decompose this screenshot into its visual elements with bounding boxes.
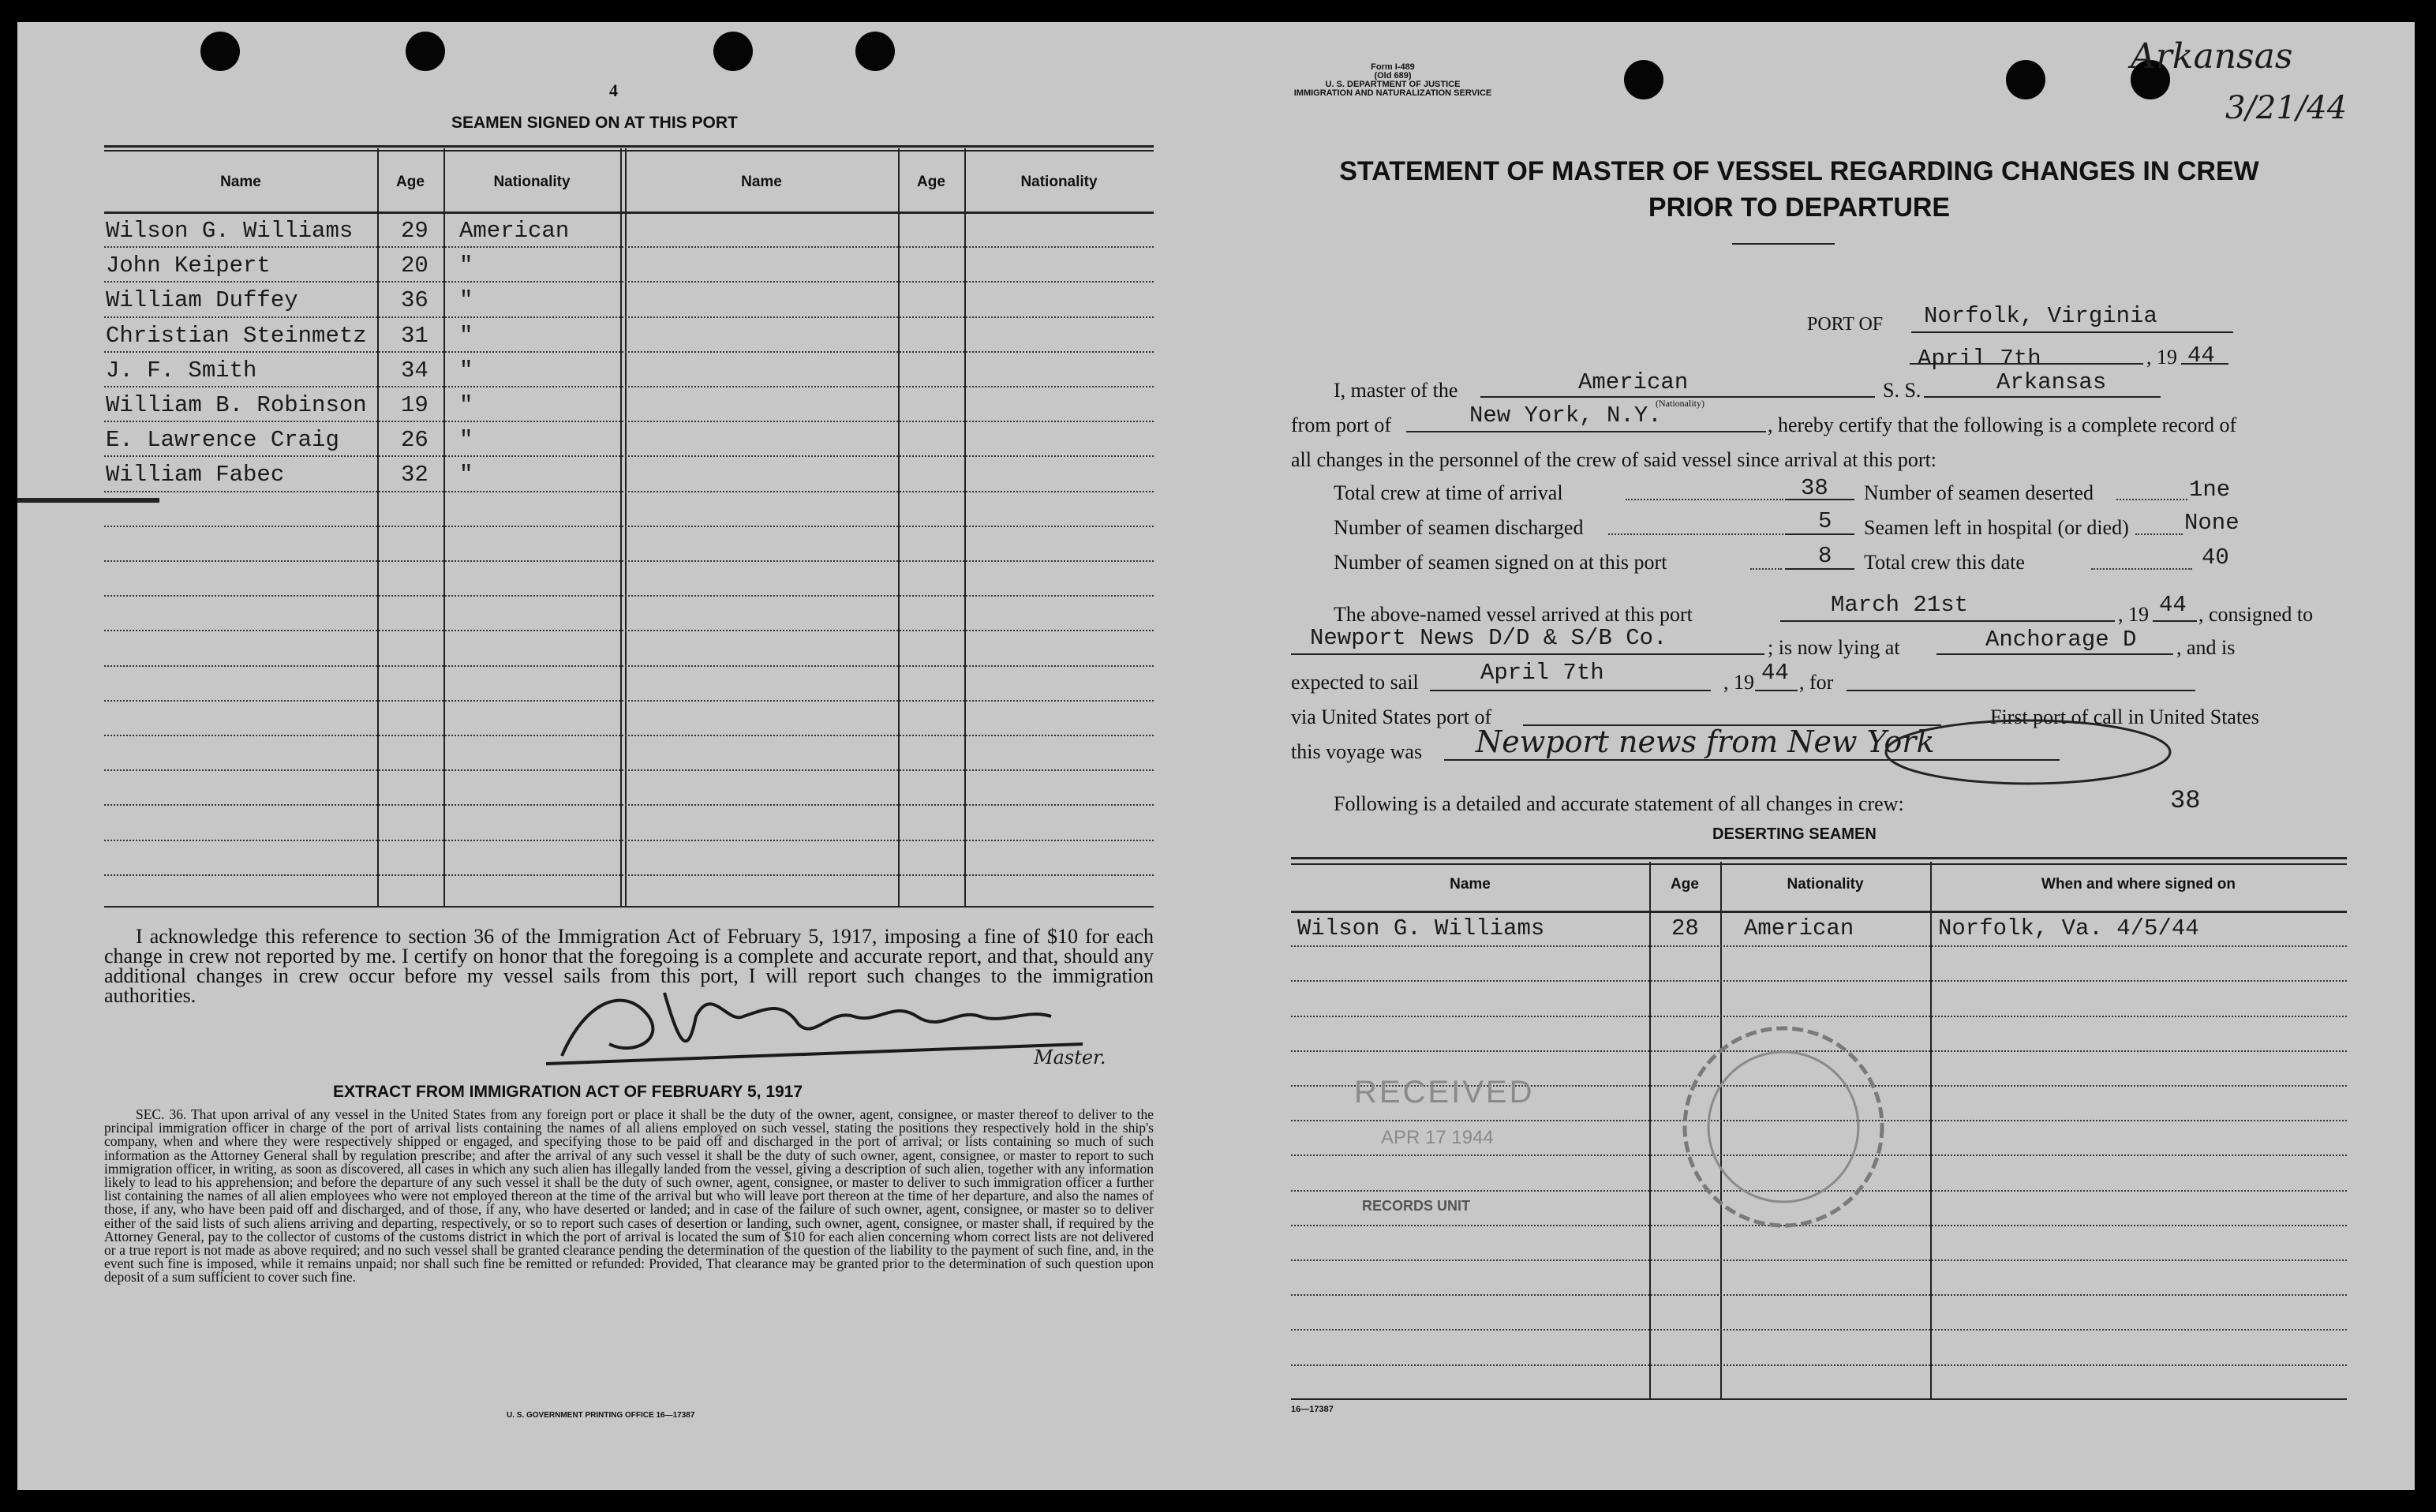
via-label: via United States port of — [1291, 705, 1492, 728]
form-old: (Old 689) — [1374, 71, 1412, 80]
table-cell-name: J. F. Smith — [106, 357, 257, 384]
table-cell-name: William B. Robinson — [106, 392, 367, 418]
year-prefix: , 19 — [2146, 346, 2177, 369]
lying-label: ; is now lying at — [1768, 636, 1900, 659]
stat-deserted-label: Number of seamen deserted — [1864, 481, 2094, 504]
table-cell-age: 26 — [401, 427, 428, 453]
margin-mark — [17, 498, 159, 503]
following-label: Following is a detailed and accurate statement of all changes in crew: — [1334, 792, 1904, 815]
arrived-label: The above-named vessel arrived at this port — [1334, 603, 1693, 626]
and-is-label: , and is — [2176, 636, 2236, 659]
printing-office: U. S. GOVERNMENT PRINTING OFFICE 16—17387 — [507, 1411, 695, 1420]
lying-value: Anchorage D — [1985, 627, 2137, 653]
stamp-date: APR 17 1944 — [1381, 1127, 1494, 1148]
circular-stamp — [1657, 1009, 1910, 1245]
table-cell-nationality: " — [459, 253, 473, 279]
expected-label: expected to sail — [1291, 671, 1419, 694]
stat-deserted-value: 1ne — [2189, 477, 2231, 503]
column-header: When and where signed on — [2041, 876, 2236, 893]
extract-title: EXTRACT FROM IMMIGRATION ACT OF FEBRUARY 5, 1917 — [333, 1083, 803, 1101]
punch-hole — [855, 32, 895, 71]
department: U. S. DEPARTMENT OF JUSTICE — [1325, 80, 1461, 89]
master-of-label: I, master of the — [1334, 379, 1458, 402]
form-subtitle: PRIOR TO DEPARTURE — [1648, 193, 1951, 223]
stat-hospital-label: Seamen left in hospital (or died) — [1864, 516, 2129, 539]
nationality-value: American — [1578, 369, 1689, 395]
deserter-age: 28 — [1671, 915, 1699, 941]
table-cell-nationality: " — [459, 392, 473, 418]
column-header: Nationality — [1787, 876, 1864, 893]
certify-text: , hereby certify that the following is a complete record of — [1768, 414, 2237, 436]
service: IMMIGRATION AND NATURALIZATION SERVICE — [1293, 88, 1492, 98]
voyage-label: this voyage was — [1291, 740, 1423, 763]
table-cell-nationality: " — [459, 427, 473, 453]
column-header: Name — [220, 174, 261, 190]
extract-text: SEC. 36. That upon arrival of any vessel in the United States from any foreign port or place it shall be the duty of the owner, agent, consignee, or master thereof to deliver to the principal immigration officer in charge of the port of arrival lists containing the names of all aliens employed on such vessel, stating the positions they respectively hold in the ship's company, when and where they were respectively shipped or engaged, and specifying those to be paid off and discharged in the port of arrival; or lists containing so much of such information as the Attorney General shall by regulation prescribe; and after the arrival of any such vessel it shall be the duty of such owner, agent, consignee, or master to report to such immigration officer, in writing, as soon as discovered, all cases in which any such alien has illegally landed from the vessel, giving a description of such alien, together with any information likely to lead to his apprehension; and before the departure of any such vessel it shall be the duty of such owner, agent, consignee, or master to deliver to such immigration officer a further list containing the names of all alien employees who were not employed thereon at the time of the arrival but who will leave port thereon at the time of her departure, and also the names of those, if any, who have been paid off and discharged, and of those, if any, who have deserted or landed; and in case of the failure of such owner, agent, consignee, or master so to deliver either of the said lists of such aliens arriving and departing, respectively, or so to report such cases of desertion or landing, such owner, agent, consignee, or master shall, if required by the Attorney General, pay to the collector of customs of the customs district in which the port of arrival is located the sum of $10 for each alien concerning whom correct lists are not delivered or a true report is not made as above required; and no such vessel shall be granted clearance pending the determination of the question of the liability to the payment of such fine, and, in the event such fine is imposed, while it remains unpaid; nor shall such fine be remitted or refunded: Provided, That clearance may be granted prior to the determination of such question upon deposit of a sum sufficient to cover such fine. — [104, 1106, 1154, 1286]
table-cell-name: Christian Steinmetz — [106, 323, 367, 349]
port-value: Norfolk, Virginia — [1924, 303, 2157, 329]
arrived-value: March 21st — [1831, 592, 1969, 618]
punch-hole — [406, 32, 445, 71]
right-page — [1199, 22, 2415, 1490]
punch-hole — [200, 32, 240, 71]
stat-signed-value: 8 — [1818, 543, 1832, 569]
following-value: 38 — [2170, 786, 2201, 815]
table-cell-age: 29 — [401, 218, 428, 244]
table-cell-name: E. Lawrence Craig — [106, 427, 339, 453]
acknowledgment-text: I acknowledge this reference to section 36 of the Immigration Act of February 5, 1917, imposing a fine of $10 for each change in crew not reported by me. I certify on honor that the foregoing is a complete and accurate report, and that, should any additional changes in crew occur before my vessel sails from this port, I will report such changes to the immigration authorities. — [104, 925, 1154, 1007]
for-label: , for — [1799, 671, 1834, 694]
table-cell-nationality: " — [459, 287, 473, 313]
form-title: STATEMENT OF MASTER OF VESSEL REGARDING CHANGES IN CREW — [1339, 156, 2259, 186]
table-cell-nationality: American — [459, 218, 570, 244]
table-cell-age: 36 — [401, 287, 428, 313]
punch-hole — [713, 32, 753, 71]
punch-hole — [2006, 60, 2045, 99]
from-port-value: New York, N.Y. — [1469, 402, 1662, 429]
table-cell-age: 19 — [401, 392, 428, 418]
left-page — [17, 22, 1199, 1490]
handwritten-date: 3/21/44 — [2225, 90, 2348, 126]
ss-label: S. S. — [1883, 379, 1921, 402]
page-number: 4 — [609, 80, 618, 100]
stat-signed-label: Number of seamen signed on at this port — [1334, 551, 1667, 574]
port-label: PORT OF — [1807, 314, 1884, 335]
year-prefix: , 19 — [2118, 603, 2149, 626]
arrived-year: 44 — [2159, 592, 2187, 618]
table-cell-name: John Keipert — [106, 253, 271, 279]
table-cell-nationality: " — [459, 323, 473, 349]
changes-text: all changes in the personnel of the crew of said vessel since arrival at this port: — [1291, 448, 1937, 471]
table-cell-age: 31 — [401, 323, 428, 349]
form-number: Form I-489 — [1371, 62, 1415, 72]
deserter-nationality: American — [1744, 915, 1854, 941]
table-cell-name: Wilson G. Williams — [106, 218, 354, 244]
consigned-label: , consigned to — [2198, 603, 2314, 626]
consignee-value: Newport News D/D & S/B Co. — [1310, 625, 1667, 651]
expected-year: 44 — [1761, 660, 1789, 686]
stat-arrival-value: 38 — [1801, 475, 1828, 501]
handwritten-ship: Arkansas — [2131, 36, 2293, 77]
master-signature — [530, 969, 1098, 1072]
stat-discharged-label: Number of seamen discharged — [1334, 516, 1584, 539]
column-header: Name — [1450, 876, 1491, 893]
stat-arrival-label: Total crew at time of arrival — [1334, 481, 1563, 504]
column-header: Name — [741, 174, 782, 190]
column-header: Nationality — [1020, 174, 1098, 190]
table-cell-age: 32 — [401, 462, 428, 488]
handwritten-loop — [1878, 709, 2178, 803]
received-stamp: RECEIVED — [1354, 1075, 1535, 1110]
column-header: Age — [1671, 876, 1699, 893]
table-cell-age: 20 — [401, 253, 428, 279]
stamp-unit: RECORDS UNIT — [1362, 1198, 1471, 1214]
column-header: Age — [396, 174, 425, 190]
first-port-label: First port of call in United States — [1990, 705, 2259, 728]
deserter-name: Wilson G. Williams — [1297, 915, 1545, 941]
stat-discharged-value: 5 — [1818, 508, 1832, 534]
footer-code: 16—17387 — [1291, 1405, 1334, 1414]
date-value: April 7th — [1918, 346, 2041, 372]
from-port-label: from port of — [1291, 414, 1392, 436]
voyage-value: Newport news from New York — [1476, 724, 1935, 759]
expected-value: April 7th — [1480, 660, 1604, 686]
table-cell-age: 34 — [401, 357, 428, 384]
stat-total-label: Total crew this date — [1864, 551, 2025, 574]
year-prefix: , 19 — [1723, 671, 1754, 694]
signed-on-title: SEAMEN SIGNED ON AT THIS PORT — [451, 114, 738, 132]
column-header: Age — [917, 174, 945, 190]
stat-total-value: 40 — [2202, 545, 2229, 571]
year-value: 44 — [2187, 342, 2215, 369]
column-header: Nationality — [493, 174, 571, 190]
punch-hole — [1624, 60, 1663, 99]
master-label: Master. — [1034, 1046, 1106, 1069]
table-cell-name: William Duffey — [106, 287, 298, 313]
deserting-title: DESERTING SEAMEN — [1712, 825, 1877, 843]
stat-hospital-value: None — [2184, 510, 2240, 536]
table-cell-nationality: " — [459, 357, 473, 384]
nationality-caption: (Nationality) — [1656, 398, 1704, 409]
deserter-signed-on: Norfolk, Va. 4/5/44 — [1938, 915, 2199, 941]
ship-name: Arkansas — [1996, 369, 2107, 395]
table-cell-name: William Fabec — [106, 462, 285, 488]
table-cell-nationality: " — [459, 462, 473, 488]
